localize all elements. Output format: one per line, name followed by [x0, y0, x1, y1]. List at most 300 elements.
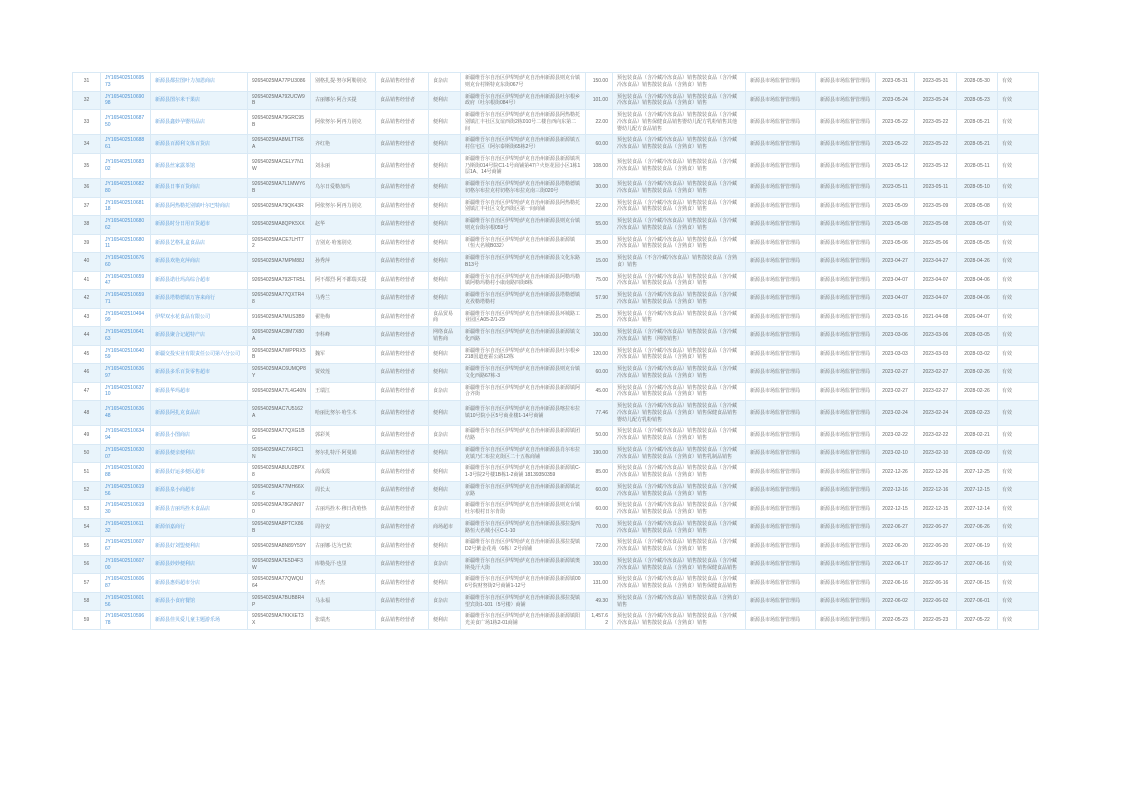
- license-number-link[interactable]: JY16540251060767: [105, 539, 145, 552]
- issue-date-cell: 2023-02-22: [876, 426, 915, 445]
- status-label-cell: 有效: [998, 153, 1039, 178]
- registered-amount-cell: 190.00: [586, 444, 613, 463]
- license-number-link[interactable]: JY16540251063697: [105, 366, 145, 379]
- business-scope-cell: 预包装食品（含冷藏冷冻食品）销售散装食品（含冷藏冷冻食品）销售散装食品（含熟食）销售: [613, 382, 746, 401]
- credit-code-cell: 92654025MA792UCW9B: [248, 91, 311, 110]
- shop-name-link[interactable]: 新疆交投实业有限责任公司第六分公司: [155, 350, 241, 357]
- subject-type-cell: 食品销售经营者: [376, 290, 429, 309]
- supervising-authority-cell: 新源县市场监督管理局: [816, 500, 876, 519]
- shop-name-link-cell: [151, 345, 248, 364]
- legal-representative-cell: 阿依努尔·阿再力别克: [311, 110, 376, 135]
- valid-until-date-cell: 2028-05-23: [957, 91, 998, 110]
- business-scope-cell: 预包装食品（含冷藏冷冻食品）销售散装食品（含冷藏冷冻食品）销售散装食品（含熟食）销售: [613, 73, 746, 92]
- issue-date-cell: 2023-05-06: [876, 234, 915, 253]
- row-number-cell: 33: [73, 110, 101, 135]
- registered-amount-cell: 120.00: [586, 345, 613, 364]
- valid-until-date-cell: 2028-04-06: [957, 290, 998, 309]
- business-scope-cell: 预包装食品（含冷藏冷冻食品）销售散装食品（含冷藏冷冻食品）销售散装食品（含熟食）销售: [613, 426, 746, 445]
- valid-from-date-cell: 2023-05-11: [915, 179, 957, 198]
- business-scope-cell: 预包装食品（含冷藏冷冻食品）销售散装食品（含冷藏冷冻食品）销售散装食品（含熟食）销售: [613, 179, 746, 198]
- licensing-authority-cell: 新源县市场监督管理局: [746, 364, 816, 383]
- supervising-authority-cell: 新源县市场监督管理局: [816, 537, 876, 556]
- row-number-cell: 57: [73, 574, 101, 593]
- license-number-link-cell: [101, 216, 151, 235]
- issue-date-cell: 2022-12-26: [876, 463, 915, 482]
- business-format-cell: 网络食品销售商: [429, 327, 461, 346]
- valid-until-date-cell: 2028-05-21: [957, 135, 998, 154]
- license-number-link-cell: [101, 364, 151, 383]
- licensing-authority-cell: 新源县市场监督管理局: [746, 91, 816, 110]
- license-number-link[interactable]: JY16540251068861: [105, 137, 145, 150]
- registered-amount-cell: 72.00: [586, 537, 613, 556]
- row-number-cell: 59: [73, 611, 101, 630]
- status-label-cell: 有效: [998, 611, 1039, 630]
- status-label-cell: 有效: [998, 426, 1039, 445]
- valid-from-date-cell: 2023-05-12: [915, 153, 957, 178]
- shop-name-link[interactable]: 新源县好刘盟便利店: [155, 542, 201, 549]
- licensing-authority-cell: 新源县市场监督管理局: [746, 500, 816, 519]
- shop-name-link[interactable]: 新源县百源利文体百货店: [155, 140, 211, 147]
- table-row: [73, 500, 1039, 519]
- credit-code-cell: 92654025MA79QK43R: [248, 197, 311, 216]
- issue-date-cell: 2022-06-27: [876, 518, 915, 537]
- shop-name-link[interactable]: 新源县多乐百货零售超市: [155, 369, 211, 376]
- license-number-link[interactable]: JY16540251068750: [105, 115, 145, 129]
- valid-until-date-cell: 2028-05-08: [957, 197, 998, 216]
- legal-representative-cell: 张瑞杰: [311, 611, 376, 630]
- subject-type-cell: 食品销售经营者: [376, 73, 429, 92]
- business-format-cell: 便利店: [429, 345, 461, 364]
- shop-name-link[interactable]: 新源县小图商店: [155, 431, 191, 438]
- valid-until-date-cell: 2027-05-22: [957, 611, 998, 630]
- valid-until-date-cell: 2028-04-06: [957, 271, 998, 290]
- subject-type-cell: 食品销售经营者: [376, 426, 429, 445]
- issue-date-cell: 2022-05-23: [876, 611, 915, 630]
- business-format-cell: 便利店: [429, 179, 461, 198]
- license-number-link[interactable]: JY16540251060156: [105, 594, 145, 608]
- legal-representative-cell: 许杰: [311, 574, 376, 593]
- license-number-link[interactable]: JY16540251067660: [105, 255, 145, 268]
- shop-name-link[interactable]: 新源县小食府餐馆: [155, 598, 196, 605]
- business-address-cell: 新疆维吾尔自治区伊犁哈萨克自治州新源县新源镇奥斯曼汗大街: [461, 555, 586, 574]
- business-address-cell: 新疆维吾尔自治区伊犁哈萨克自治州新源县新源镇C-1-3号院2号楼1B栋1-2商铺 18139350359: [461, 463, 586, 482]
- license-number-link[interactable]: JY16540251062088: [105, 465, 145, 478]
- business-format-cell: 便利店: [429, 135, 461, 154]
- business-scope-cell: 预包装食品（含冷藏冷冻食品）销售散装食品（含冷藏冷冻食品）销售散装食品（含熟食）销售保健食品销售: [613, 555, 746, 574]
- license-number-link-cell: [101, 444, 151, 463]
- licensing-authority-cell: 新源县市场监督管理局: [746, 481, 816, 500]
- business-format-cell: 食杂店: [429, 426, 461, 445]
- shop-name-link[interactable]: 新源县便亲便利店: [155, 450, 196, 457]
- valid-from-date-cell: 2022-06-17: [915, 555, 957, 574]
- licensing-authority-cell: 新源县市场监督管理局: [746, 327, 816, 346]
- row-number-cell: 45: [73, 345, 101, 364]
- registered-amount-cell: 45.00: [586, 382, 613, 401]
- credit-code-cell: 92654025MA79GRC95B: [248, 110, 311, 135]
- licensing-authority-cell: 新源县市场监督管理局: [746, 179, 816, 198]
- license-number-link[interactable]: JY16540251069098: [105, 93, 145, 107]
- supervising-authority-cell: 新源县市场监督管理局: [816, 611, 876, 630]
- valid-from-date-cell: 2021-04-08: [915, 308, 957, 327]
- valid-from-date-cell: 2023-04-07: [915, 290, 957, 309]
- legal-representative-cell: 魏军: [311, 345, 376, 364]
- registered-amount-cell: 77.46: [586, 401, 613, 426]
- license-number-link[interactable]: JY16540251068280: [105, 181, 145, 194]
- license-number-link-cell: [101, 234, 151, 253]
- shop-name-link[interactable]: 新源县好运多便民超市: [155, 468, 206, 475]
- status-label-cell: 有效: [998, 271, 1039, 290]
- business-scope-cell: 预包装食品（含冷藏冷冻食品）销售散装食品（含冷藏冷冻食品）销售散装食品（含熟食）销售保健食品销售婴幼儿配方乳粉销售: [613, 401, 746, 426]
- licensing-authority-cell: 新源县市场监督管理局: [746, 426, 816, 445]
- valid-until-date-cell: 2027-12-25: [957, 463, 998, 482]
- status-label-cell: 有效: [998, 401, 1039, 426]
- issue-date-cell: 2022-06-17: [876, 555, 915, 574]
- supervising-authority-cell: 新源县市场监督管理局: [816, 290, 876, 309]
- shop-name-link[interactable]: 新源县诺壮玛高综合超市: [155, 276, 211, 283]
- status-label-cell: 有效: [998, 518, 1039, 537]
- valid-from-date-cell: 2023-03-06: [915, 327, 957, 346]
- legal-representative-cell: 赵华: [311, 216, 376, 235]
- shop-name-link[interactable]: 新源县日事百货商店: [155, 184, 201, 191]
- subject-type-cell: 食品销售经营者: [376, 574, 429, 593]
- license-number-link[interactable]: JY16540251065947: [105, 273, 145, 287]
- shop-name-link[interactable]: 新源县艺格礼盒食品店: [155, 239, 206, 246]
- shop-name-link[interactable]: 新源县时分日用百货超市: [155, 221, 211, 228]
- business-scope-cell: 预包装食品（含冷藏冷冻食品）销售散装食品（含熟食）销售: [613, 592, 746, 611]
- license-number-link[interactable]: JY16540251068118: [105, 199, 145, 213]
- registered-amount-cell: 49.30: [586, 592, 613, 611]
- valid-from-date-cell: 2023-04-07: [915, 271, 957, 290]
- legal-representative-cell: 马永福: [311, 592, 376, 611]
- row-number-cell: 52: [73, 481, 101, 500]
- valid-until-date-cell: 2028-05-21: [957, 110, 998, 135]
- business-scope-cell: 预包装食品（含冷藏冷冻食品）销售散装食品（含冷藏冷冻食品）销售散装食品（含熟食）销售: [613, 364, 746, 383]
- row-number-cell: 41: [73, 271, 101, 290]
- subject-type-cell: 食品销售经营者: [376, 382, 429, 401]
- valid-from-date-cell: 2023-02-10: [915, 444, 957, 463]
- license-number-link[interactable]: JY16540251061132: [105, 520, 144, 534]
- legal-representative-cell: 齐红艳: [311, 135, 376, 154]
- subject-type-cell: 食品销售经营者: [376, 327, 429, 346]
- status-label-cell: 有效: [998, 537, 1039, 556]
- valid-until-date-cell: 2027-06-19: [957, 537, 998, 556]
- shop-name-link[interactable]: 新源县华玛超市: [155, 387, 191, 394]
- shop-name-link[interactable]: 新源县图尔米干果店: [155, 96, 201, 103]
- supervising-authority-cell: 新源县市场监督管理局: [816, 364, 876, 383]
- business-format-cell: 便利店: [429, 481, 461, 500]
- subject-type-cell: 食品销售经营者: [376, 518, 429, 537]
- row-number-cell: 55: [73, 537, 101, 556]
- valid-from-date-cell: 2023-02-24: [915, 401, 957, 426]
- business-scope-cell: 预包装食品（含冷藏冷冻食品）销售散装食品（含冷藏冷冻食品）销售散装食品（含熟食）销售保健食品销售: [613, 574, 746, 593]
- shop-name-link-cell: [151, 271, 248, 290]
- business-format-cell: 便利店: [429, 463, 461, 482]
- issue-date-cell: 2023-02-27: [876, 364, 915, 383]
- business-address-cell: 新疆维吾尔自治区伊犁哈萨克自治州新源县肖尔布拉克镇乃仁布拉克街区二十五栋商铺: [461, 444, 586, 463]
- shop-name-link-cell: [151, 401, 248, 426]
- shop-name-link-cell: [151, 481, 248, 500]
- business-scope-cell: 预包装食品（含冷藏冷冻食品）销售散装食品（含冷藏冷冻食品）销售散装食品（含熟食）销售: [613, 234, 746, 253]
- supervising-authority-cell: 新源县市场监督管理局: [816, 110, 876, 135]
- license-number-link-cell: [101, 592, 151, 611]
- valid-from-date-cell: 2023-04-27: [915, 253, 957, 272]
- table-row: [73, 271, 1039, 290]
- licensing-authority-cell: 新源县市场监督管理局: [746, 110, 816, 135]
- business-format-cell: 便利店: [429, 91, 461, 110]
- shop-name-link-cell: [151, 179, 248, 198]
- license-number-link[interactable]: JY16540251063648: [105, 406, 145, 420]
- credit-code-cell: 92654025MAC7U5162A: [248, 401, 311, 426]
- business-address-cell: 新疆维吾尔自治区伊犁哈萨克自治州新源县则克台镇文化西路67栋-3: [461, 364, 586, 383]
- subject-type-cell: 食品销售经营者: [376, 179, 429, 198]
- business-format-cell: 便利店: [429, 611, 461, 630]
- table-row: [73, 253, 1039, 272]
- registered-amount-cell: 35.00: [586, 234, 613, 253]
- credit-code-cell: 92654025MACE7LHT72: [248, 234, 311, 253]
- status-label-cell: 有效: [998, 364, 1039, 383]
- license-number-link[interactable]: JY16540251069573: [105, 75, 145, 88]
- shop-name-link[interactable]: 新源县泉小商超市: [155, 487, 196, 494]
- row-number-cell: 56: [73, 555, 101, 574]
- legal-representative-cell: 周谷安: [311, 518, 376, 537]
- shop-name-link-cell: [151, 611, 248, 630]
- valid-from-date-cell: 2022-06-16: [915, 574, 957, 593]
- row-number-cell: 53: [73, 500, 101, 519]
- shop-name-link[interactable]: 新源县妙妙便利店: [155, 561, 196, 568]
- shop-name-link-cell: [151, 463, 248, 482]
- status-label-cell: 有效: [998, 197, 1039, 216]
- license-number-link[interactable]: JY16540251063494: [105, 428, 145, 441]
- shop-name-link[interactable]: 新源佰嘉商行: [155, 524, 186, 531]
- licensing-authority-cell: 新源县市场监督管理局: [746, 555, 816, 574]
- valid-from-date-cell: 2022-06-02: [915, 592, 957, 611]
- status-label-cell: 有效: [998, 135, 1039, 154]
- shop-name-link-cell: [151, 110, 248, 135]
- subject-type-cell: 食品销售经营者: [376, 308, 429, 327]
- business-address-cell: 新疆维吾尔自治区伊犁哈萨克自治州新源县那拉提镇D2号紫金花苑（6栋）2号商铺: [461, 537, 586, 556]
- license-number-link[interactable]: JY16540251064059: [105, 347, 145, 361]
- table-row: [73, 382, 1039, 401]
- credit-code-cell: 92654025MA77QXTR48: [248, 290, 311, 309]
- business-format-cell: 便利店: [429, 153, 461, 178]
- table-row: [73, 555, 1039, 574]
- row-number-cell: 43: [73, 308, 101, 327]
- business-address-cell: 新疆维吾尔自治区伊犁哈萨克自治州新源县那拉提西路恒大名城小区C-1-10: [461, 518, 586, 537]
- business-scope-cell: 预包装食品（含冷藏冷冻食品）销售散装食品（含冷藏冷冻食品）销售散装食品（含熟食）销售: [613, 135, 746, 154]
- shop-name-link[interactable]: 新源县吉丽玛拴木食品店: [155, 505, 211, 512]
- business-format-cell: 便利店: [429, 110, 461, 135]
- row-number-cell: 54: [73, 518, 101, 537]
- license-number-link-cell: [101, 345, 151, 364]
- licensing-authority-cell: 新源县市场监督管理局: [746, 308, 816, 327]
- business-scope-cell: 预包装食品（含冷藏冷冻食品）销售散装食品（含冷藏冷冻食品）销售散装食品（含熟食）销售: [613, 500, 746, 519]
- license-number-link[interactable]: JY16540251068062: [105, 218, 145, 231]
- supervising-authority-cell: 新源县市场监督管理局: [816, 555, 876, 574]
- supervising-authority-cell: 新源县市场监督管理局: [816, 271, 876, 290]
- business-address-cell: 新疆维吾尔自治区伊犁哈萨克自治州新源县那拉提镇望宾街1-101（5号楼）商铺: [461, 592, 586, 611]
- license-number-link[interactable]: JY16540251060700: [105, 557, 145, 571]
- legal-representative-cell: 郭彩英: [311, 426, 376, 445]
- subject-type-cell: 食品销售经营者: [376, 463, 429, 482]
- row-number-cell: 40: [73, 253, 101, 272]
- licensing-authority-cell: 新源县市场监督管理局: [746, 345, 816, 364]
- valid-until-date-cell: 2027-06-15: [957, 574, 998, 593]
- registered-amount-cell: 60.00: [586, 481, 613, 500]
- supervising-authority-cell: 新源县市场监督管理局: [816, 197, 876, 216]
- business-format-cell: 便利店: [429, 537, 461, 556]
- license-number-link[interactable]: JY16540251049499: [105, 310, 145, 324]
- license-registry-table: [72, 72, 1039, 630]
- valid-from-date-cell: 2023-03-03: [915, 345, 957, 364]
- registered-amount-cell: 1,457.62: [586, 611, 613, 630]
- business-address-cell: 新疆维吾尔自治区伊犁哈萨克自治州新源县新源镇阳光美食广场1栋2-01商铺: [461, 611, 586, 630]
- legal-representative-cell: 乌尔日爱勒加玛: [311, 179, 376, 198]
- shop-name-link[interactable]: 新源县丝家露茶馆: [155, 162, 196, 169]
- issue-date-cell: 2023-05-22: [876, 110, 915, 135]
- license-number-link[interactable]: JY16540251061930: [105, 502, 145, 515]
- licensing-authority-cell: 新源县市场监督管理局: [746, 216, 816, 235]
- shop-name-link-cell: [151, 382, 248, 401]
- business-scope-cell: 预包装食品（含冷藏冷冻食品）销售散装食品（含冷藏冷冻食品）销售散装食品（含熟食）销售: [613, 518, 746, 537]
- valid-from-date-cell: 2022-12-16: [915, 481, 957, 500]
- status-label-cell: 有效: [998, 500, 1039, 519]
- valid-until-date-cell: 2028-03-05: [957, 327, 998, 346]
- licensing-authority-cell: 新源县市场监督管理局: [746, 611, 816, 630]
- shop-name-link-cell: [151, 253, 248, 272]
- business-address-cell: 新疆维吾尔自治区伊犁哈萨克自治州新源县阿热勒托别镇汇丰社区文化西街区第一间商铺: [461, 197, 586, 216]
- status-label-cell: 有效: [998, 216, 1039, 235]
- license-number-link[interactable]: JY16540251060687: [105, 576, 145, 589]
- legal-representative-cell: 古丽玛拴木·穆日孜哈热: [311, 500, 376, 519]
- table-row: [73, 574, 1039, 593]
- legal-representative-cell: 哈丽比努尔·哈生木: [311, 401, 376, 426]
- valid-until-date-cell: 2027-12-15: [957, 481, 998, 500]
- shop-name-link-cell: [151, 327, 248, 346]
- valid-from-date-cell: 2022-12-26: [915, 463, 957, 482]
- shop-name-link[interactable]: 新源县阿扎克食品店: [155, 409, 201, 416]
- license-number-link[interactable]: JY16540251064163: [105, 329, 145, 342]
- row-number-cell: 34: [73, 135, 101, 154]
- supervising-authority-cell: 新源县市场监督管理局: [816, 401, 876, 426]
- table-body: [73, 73, 1039, 630]
- shop-name-link-cell: [151, 197, 248, 216]
- credit-code-cell: 92654025MAC8M7X80A: [248, 327, 311, 346]
- business-scope-cell: 预包装食品（含冷藏冷冻食品）销售散装食品（含冷藏冷冻食品）销售散装食品（含熟食）销售: [613, 271, 746, 290]
- shop-name-link-cell: [151, 444, 248, 463]
- business-address-cell: 新疆维吾尔自治区伊犁哈萨克自治州新源县文化东路B13号: [461, 253, 586, 272]
- licensing-authority-cell: 新源县市场监督管理局: [746, 574, 816, 593]
- status-label-cell: 有效: [998, 73, 1039, 92]
- business-format-cell: 便利店: [429, 234, 461, 253]
- shop-name-link[interactable]: 新源县聚合记超特产店: [155, 332, 206, 339]
- business-format-cell: 便利店: [429, 444, 461, 463]
- license-number-link[interactable]: JY16540251063710: [105, 384, 145, 398]
- license-number-link[interactable]: JY16540251061956: [105, 483, 145, 497]
- shop-name-link[interactable]: 新源县佳贝爱儿童主题游乐场: [155, 616, 221, 623]
- business-address-cell: 新疆维吾尔自治区伊犁哈萨克自治州新源县新源镇文化西路: [461, 327, 586, 346]
- credit-code-cell: 92654025MA77L4G40N: [248, 382, 311, 401]
- credit-code-cell: 92654025MA8QPK5XX: [248, 216, 311, 235]
- shop-name-link-cell: [151, 290, 248, 309]
- row-number-cell: 51: [73, 463, 101, 482]
- table-row: [73, 444, 1039, 463]
- supervising-authority-cell: 新源县市场监督管理局: [816, 91, 876, 110]
- license-number-link[interactable]: JY16540251068302: [105, 159, 145, 172]
- business-address-cell: 新疆维吾尔自治区伊犁哈萨克自治州新源县新源镇北京路: [461, 481, 586, 500]
- shop-name-link[interactable]: 新源县欢艳克萍商店: [155, 258, 201, 265]
- subject-type-cell: 食品销售经营者: [376, 253, 429, 272]
- valid-until-date-cell: 2028-03-02: [957, 345, 998, 364]
- supervising-authority-cell: 新源县市场监督管理局: [816, 592, 876, 611]
- licensing-authority-cell: 新源县市场监督管理局: [746, 537, 816, 556]
- licensing-authority-cell: 新源县市场监督管理局: [746, 197, 816, 216]
- shop-name-link[interactable]: 新源县塔勒德镇万客来商行: [155, 295, 216, 302]
- row-number-cell: 32: [73, 91, 101, 110]
- license-number-link-cell: [101, 401, 151, 426]
- status-label-cell: 有效: [998, 555, 1039, 574]
- table-row: [73, 401, 1039, 426]
- business-format-cell: 便利店: [429, 197, 461, 216]
- shop-name-link[interactable]: 新源县惠妈超市分店: [155, 579, 201, 586]
- issue-date-cell: 2023-05-24: [876, 91, 915, 110]
- supervising-authority-cell: 新源县市场监督管理局: [816, 518, 876, 537]
- shop-name-link-cell: [151, 574, 248, 593]
- license-number-link[interactable]: JY16540251068011: [105, 236, 145, 250]
- row-number-cell: 47: [73, 382, 101, 401]
- valid-until-date-cell: 2028-05-07: [957, 216, 998, 235]
- shop-name-link[interactable]: 伊犁双水花食品有限公司: [155, 313, 211, 320]
- credit-code-cell: 92654025MA8UU2BPX8: [248, 463, 311, 482]
- shop-name-link[interactable]: 新源县阿热勒托别镇叶尔巴特商店: [155, 202, 231, 209]
- subject-type-cell: 食品销售经营者: [376, 500, 429, 519]
- supervising-authority-cell: 新源县市场监督管理局: [816, 327, 876, 346]
- license-number-link-cell: [101, 574, 151, 593]
- status-label-cell: 有效: [998, 481, 1039, 500]
- table-row: [73, 179, 1039, 198]
- legal-representative-cell: 努尔扎特汗·阿曼娟: [311, 444, 376, 463]
- legal-representative-cell: 古丽娜·达为巴依: [311, 537, 376, 556]
- subject-type-cell: 食品销售经营者: [376, 364, 429, 383]
- shop-name-link-cell: [151, 426, 248, 445]
- shop-name-link[interactable]: 新源县鑫妙孕婴用品店: [155, 118, 206, 125]
- license-number-link[interactable]: JY16540251065971: [105, 292, 145, 305]
- table-row: [73, 216, 1039, 235]
- business-scope-cell: 预包装食品（含冷藏冷冻食品）销售散装食品（含冷藏冷冻食品）销售（网络销售）: [613, 327, 746, 346]
- valid-from-date-cell: 2022-06-20: [915, 537, 957, 556]
- table-row: [73, 197, 1039, 216]
- row-number-cell: 50: [73, 444, 101, 463]
- licensing-authority-cell: 新源县市场监督管理局: [746, 253, 816, 272]
- license-number-link-cell: [101, 611, 151, 630]
- license-number-link[interactable]: JY16540251059678: [105, 613, 145, 626]
- business-scope-cell: 预包装食品（含冷藏冷冻食品）销售散装食品（含冷藏冷冻食品）销售散装食品（含熟食）销售: [613, 290, 746, 309]
- status-label-cell: 有效: [998, 463, 1039, 482]
- business-format-cell: 商场超市: [429, 518, 461, 537]
- table-row: [73, 364, 1039, 383]
- table-row: [73, 426, 1039, 445]
- supervising-authority-cell: 新源县市场监督管理局: [816, 73, 876, 92]
- business-address-cell: 新疆维吾尔自治区伊犁哈萨克自治州新源县新源镇（恒大名城B032）: [461, 234, 586, 253]
- row-number-cell: 39: [73, 234, 101, 253]
- registered-amount-cell: 100.00: [586, 327, 613, 346]
- subject-type-cell: 食品销售经营者: [376, 135, 429, 154]
- business-format-cell: 便利店: [429, 216, 461, 235]
- valid-until-date-cell: 2028-05-10: [957, 179, 998, 198]
- license-number-link[interactable]: JY16540251063007: [105, 446, 145, 460]
- shop-name-link[interactable]: 新源县都拉图叶力加恩商店: [155, 78, 216, 85]
- table-row: [73, 110, 1039, 135]
- business-format-cell: 食杂店: [429, 382, 461, 401]
